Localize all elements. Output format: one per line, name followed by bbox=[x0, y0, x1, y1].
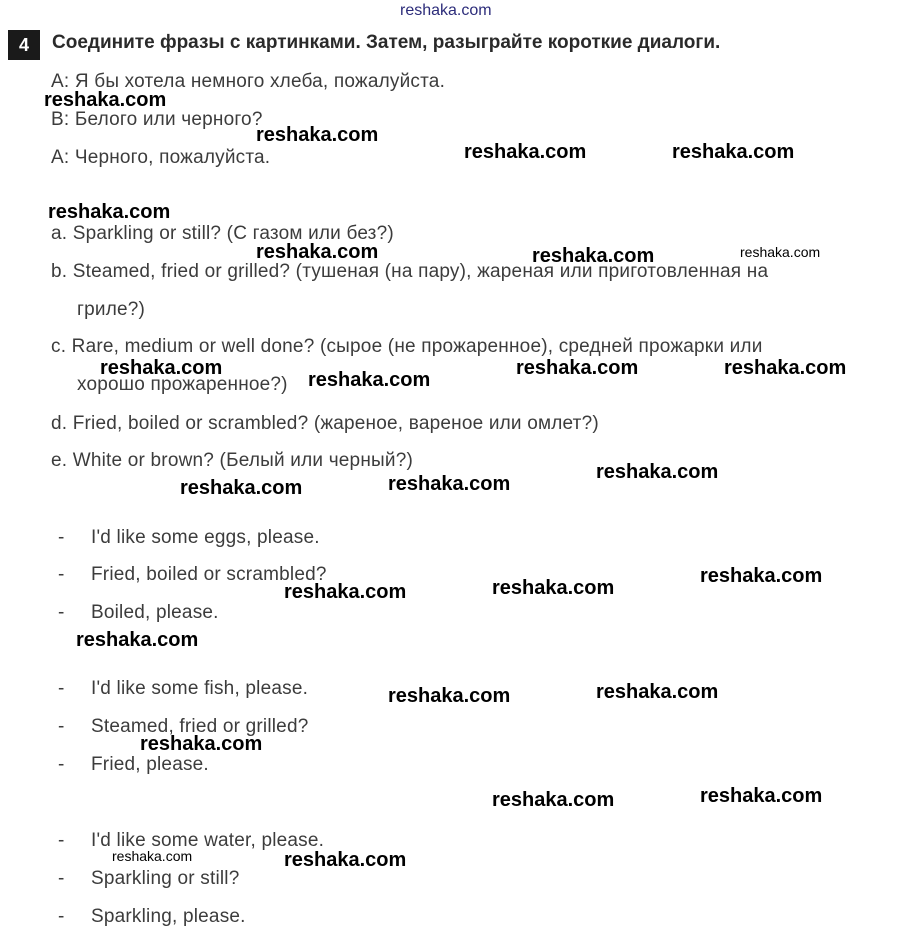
watermark: reshaka.com bbox=[532, 245, 655, 267]
watermark: reshaka.com bbox=[388, 685, 511, 707]
dialogue-line: B: Белого или черного? bbox=[51, 109, 263, 130]
dash-bullet: - bbox=[58, 716, 65, 737]
watermark: reshaka.com bbox=[596, 461, 719, 483]
watermark: reshaka.com bbox=[492, 789, 615, 811]
watermark: reshaka.com bbox=[740, 244, 821, 260]
watermark: reshaka.com bbox=[724, 357, 847, 379]
dialogue-line: I'd like some eggs, please. bbox=[91, 527, 320, 548]
option-line: b. Steamed, fried or grilled? (тушеная (на пару), жареная или приготовленная на bbox=[51, 261, 769, 282]
dash-bullet: - bbox=[58, 754, 65, 775]
watermark: reshaka.com bbox=[180, 477, 303, 499]
site-watermark: reshaka.com bbox=[400, 2, 492, 19]
dash-bullet: - bbox=[58, 868, 65, 889]
watermark: reshaka.com bbox=[112, 848, 193, 864]
watermark: reshaka.com bbox=[492, 577, 615, 599]
watermark: reshaka.com bbox=[48, 201, 171, 223]
watermark: reshaka.com bbox=[284, 581, 407, 603]
watermark: reshaka.com bbox=[256, 241, 379, 263]
option-line: e. White or brown? (Белый или черный?) bbox=[51, 450, 413, 471]
dialogue-line: Sparkling, please. bbox=[91, 906, 246, 927]
dialogue-line: I'd like some water, please. bbox=[91, 830, 325, 851]
dash-bullet: - bbox=[58, 678, 65, 699]
dash-bullet: - bbox=[58, 906, 65, 927]
watermark: reshaka.com bbox=[464, 141, 587, 163]
exercise-number-badge: 4 bbox=[8, 30, 40, 60]
watermark: reshaka.com bbox=[516, 357, 639, 379]
watermark: reshaka.com bbox=[256, 124, 379, 146]
dialogue-line: I'd like some fish, please. bbox=[91, 678, 309, 699]
dash-bullet: - bbox=[58, 830, 65, 851]
dialogue-line: A: Я бы хотела немного хлеба, пожалуйста. bbox=[51, 71, 446, 92]
dialogue-line: Boiled, please. bbox=[91, 602, 219, 623]
watermark: reshaka.com bbox=[700, 785, 823, 807]
option-line: хорошо прожаренное?) bbox=[77, 374, 288, 395]
watermark: reshaka.com bbox=[700, 565, 823, 587]
watermark: reshaka.com bbox=[100, 357, 223, 379]
dialogue-line: Steamed, fried or grilled? bbox=[91, 716, 309, 737]
watermark: reshaka.com bbox=[44, 89, 167, 111]
watermark: reshaka.com bbox=[76, 629, 199, 651]
watermark: reshaka.com bbox=[672, 141, 795, 163]
option-line: c. Rare, medium or well done? (сырое (не прожаренное), средней прожарки или bbox=[51, 336, 763, 357]
watermark: reshaka.com bbox=[140, 733, 263, 755]
dialogue-line: Sparkling or still? bbox=[91, 868, 240, 889]
dialogue-line: Fried, please. bbox=[91, 754, 209, 775]
dash-bullet: - bbox=[58, 564, 65, 585]
option-line: d. Fried, boiled or scrambled? (жареное, вареное или омлет?) bbox=[51, 413, 599, 434]
option-line: гриле?) bbox=[77, 299, 146, 320]
watermark: reshaka.com bbox=[388, 473, 511, 495]
watermark: reshaka.com bbox=[308, 369, 431, 391]
watermark: reshaka.com bbox=[596, 681, 719, 703]
watermark: reshaka.com bbox=[284, 849, 407, 871]
option-line: a. Sparkling or still? (С газом или без?) bbox=[51, 223, 394, 244]
dash-bullet: - bbox=[58, 602, 65, 623]
dash-bullet: - bbox=[58, 527, 65, 548]
dialogue-line: Fried, boiled or scrambled? bbox=[91, 564, 327, 585]
dialogue-line: A: Черного, пожалуйста. bbox=[51, 147, 271, 168]
exercise-instruction: Соедините фразы с картинками. Затем, разыграйте короткие диалоги. bbox=[52, 32, 721, 53]
